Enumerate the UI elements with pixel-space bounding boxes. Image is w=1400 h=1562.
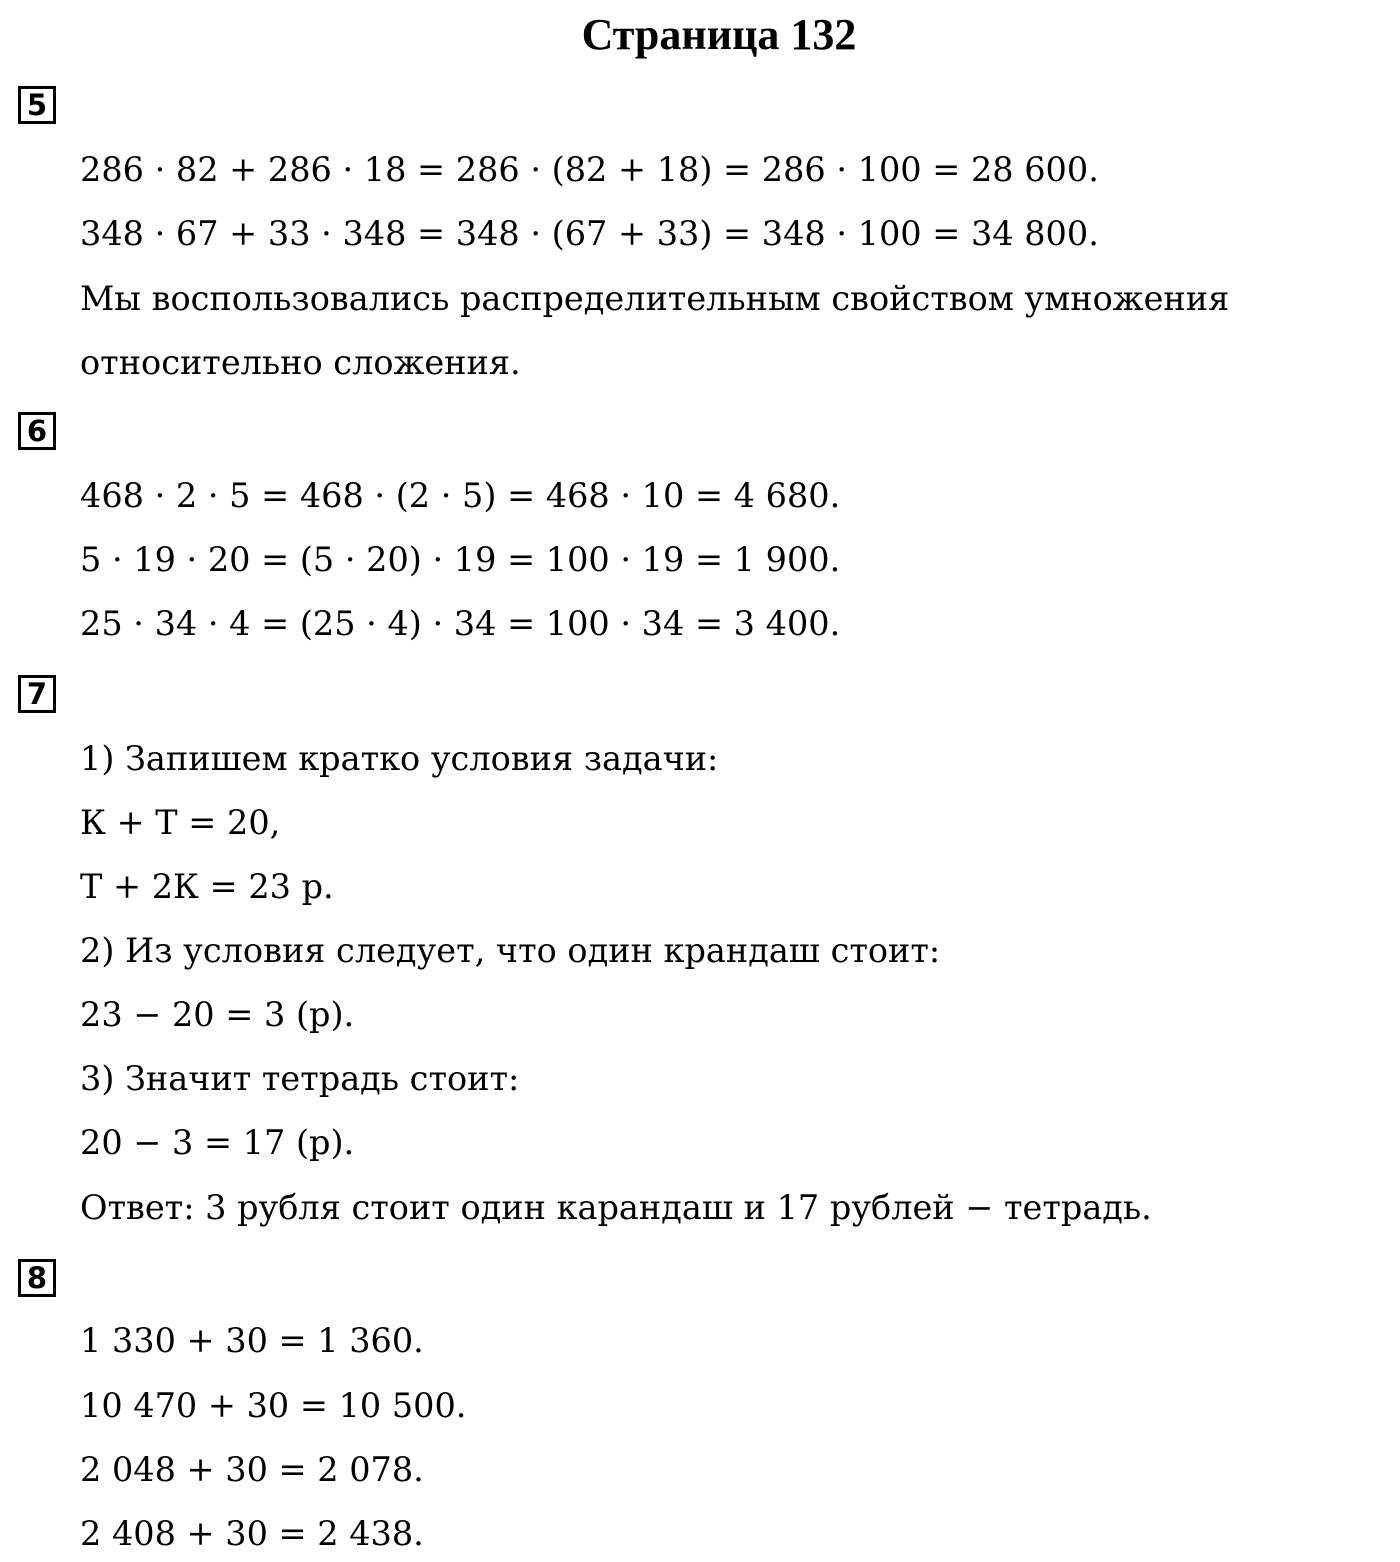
task-5-line-4: относительно сложения.: [80, 343, 521, 382]
task-8-line-2: 10 470 + 30 = 10 500.: [80, 1386, 467, 1425]
task-5-line-1: 286 · 82 + 286 · 18 = 286 · (82 + 18) = 286 · 100 = 28 600.: [80, 150, 1099, 189]
task-7-line-3: Т + 2К = 23 р.: [80, 867, 334, 906]
task-7-answer: Ответ: 3 рубля стоит один карандаш и 17 рублей − тетрадь.: [80, 1188, 1152, 1227]
task-6-line-2: 5 · 19 · 20 = (5 · 20) · 19 = 100 · 19 = 1 900.: [80, 540, 841, 579]
task-number-8: 8: [18, 1259, 56, 1297]
task-6-line-1: 468 · 2 · 5 = 468 · (2 · 5) = 468 · 10 = 4 680.: [80, 476, 841, 515]
page-title: Страница 132: [581, 10, 857, 59]
task-7-line-6: 3) Значит тетрадь стоит:: [80, 1059, 520, 1098]
task-8-line-3: 2 048 + 30 = 2 078.: [80, 1450, 424, 1489]
task-number-7: 7: [18, 675, 56, 713]
task-8-line-1: 1 330 + 30 = 1 360.: [80, 1321, 424, 1360]
task-7-line-5: 23 − 20 = 3 (р).: [80, 995, 355, 1034]
task-number-6: 6: [18, 412, 56, 450]
task-7-line-1: 1) Запишем кратко условия задачи:: [80, 739, 719, 778]
task-8-line-4: 2 408 + 30 = 2 438.: [80, 1514, 424, 1553]
task-7-line-2: К + Т = 20,: [80, 803, 281, 842]
task-7-line-7: 20 − 3 = 17 (р).: [80, 1123, 355, 1162]
task-7-line-4: 2) Из условия следует, что один крандаш стоит:: [80, 931, 941, 970]
task-5-line-3: Мы воспользовались распределительным свойством умножения: [80, 279, 1230, 318]
task-6-line-3: 25 · 34 · 4 = (25 · 4) · 34 = 100 · 34 = 3 400.: [80, 604, 841, 643]
task-number-5: 5: [18, 86, 56, 124]
task-5-line-2: 348 · 67 + 33 · 348 = 348 · (67 + 33) = 348 · 100 = 34 800.: [80, 214, 1099, 253]
